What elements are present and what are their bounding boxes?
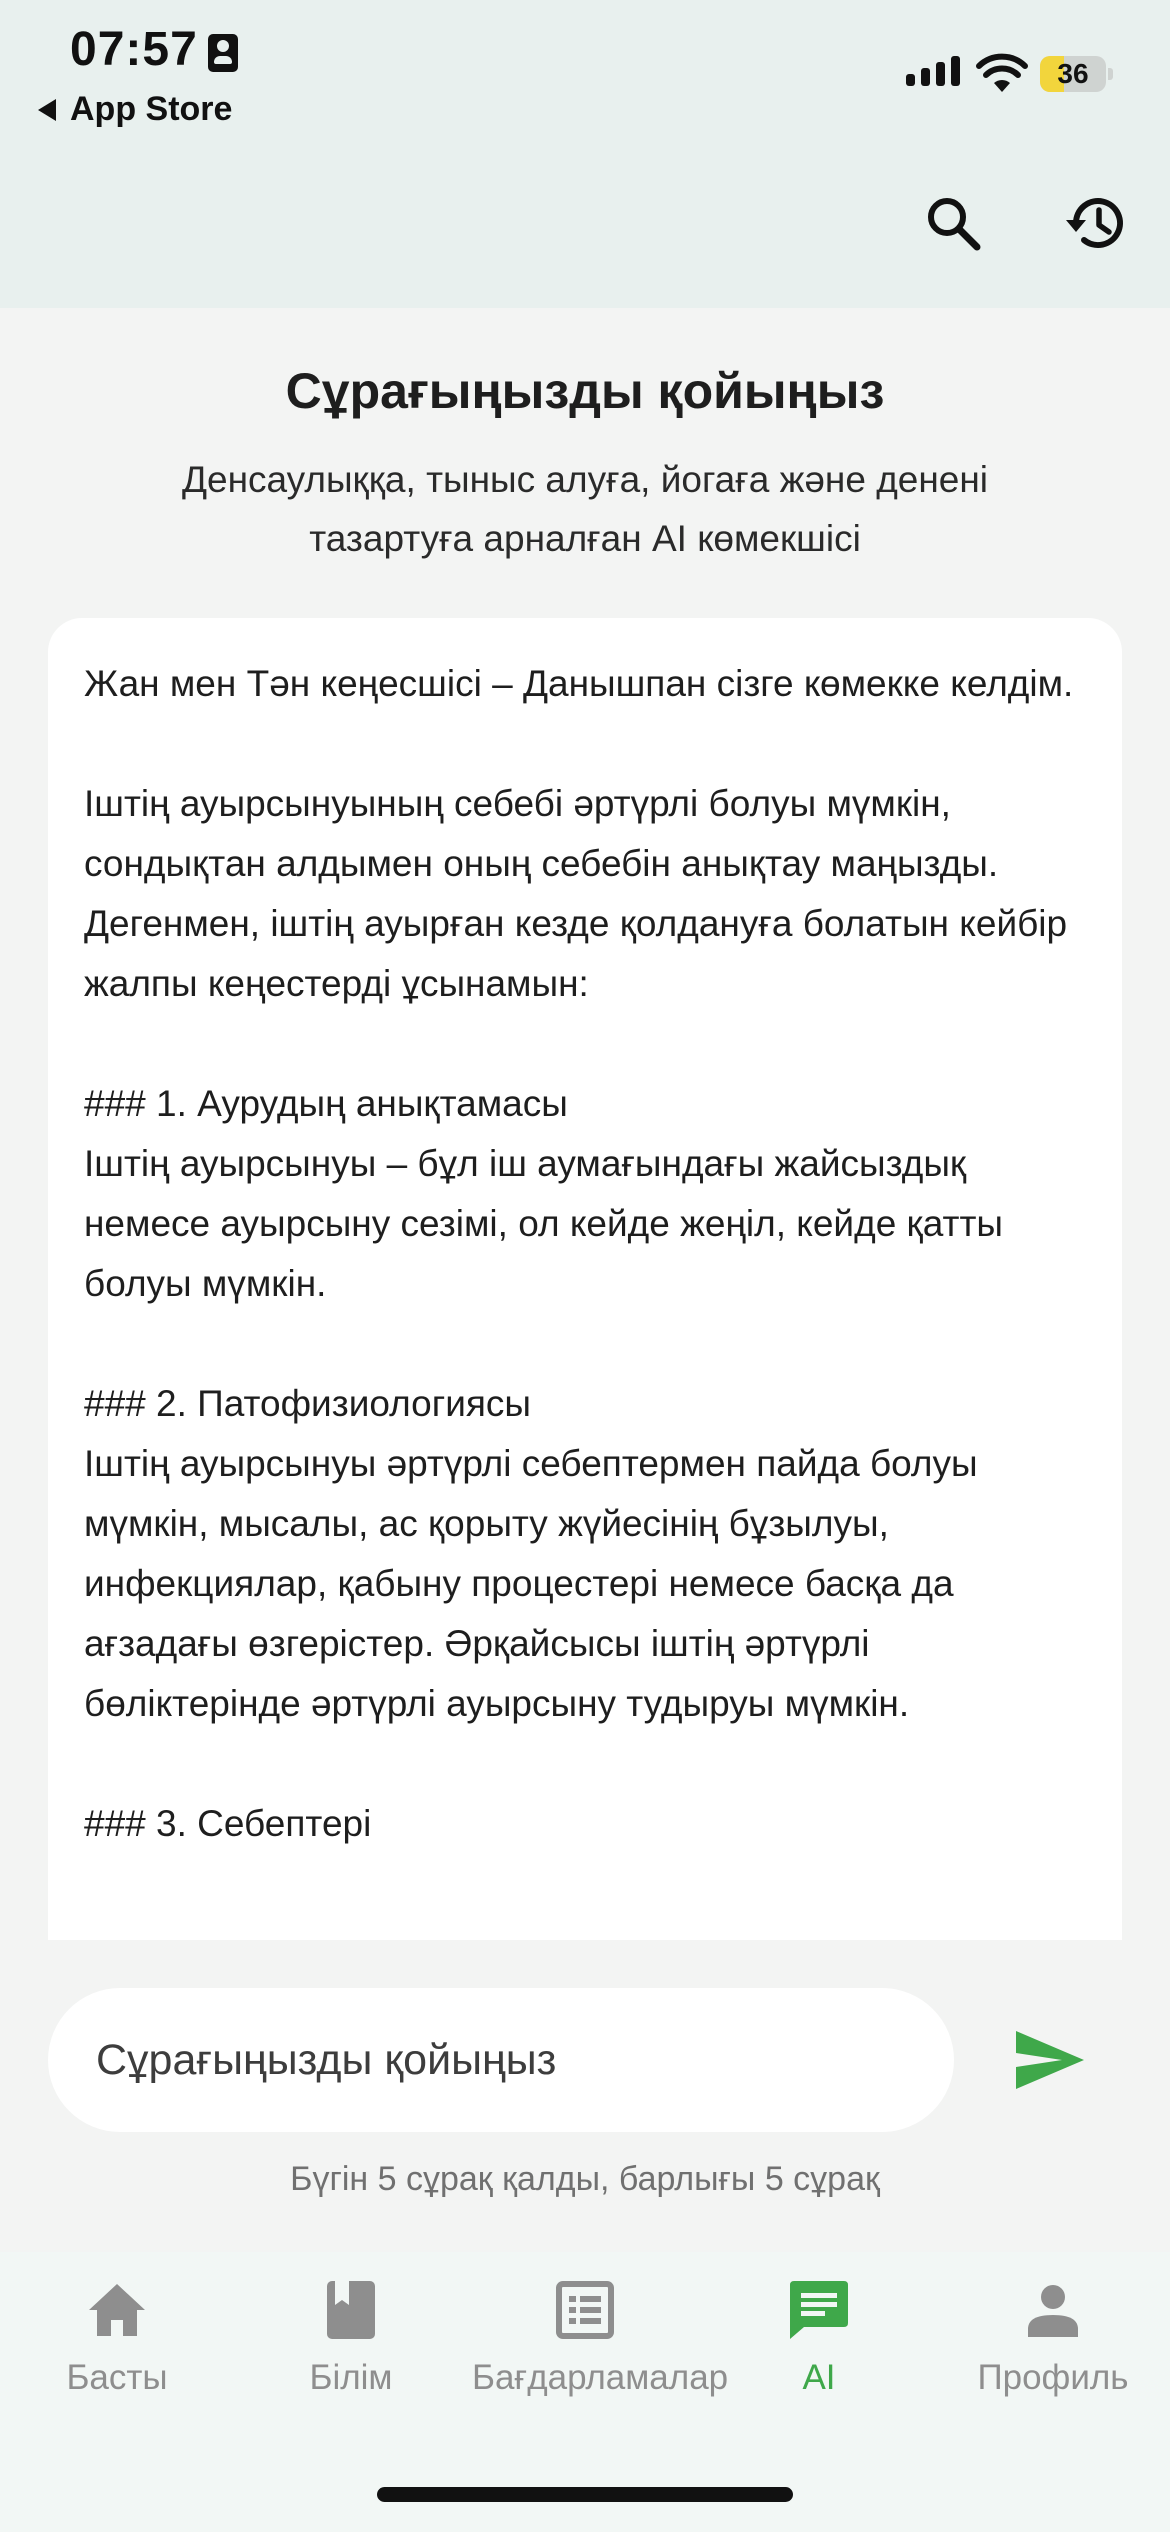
contact-card-icon <box>208 34 238 72</box>
tab-knowledge-label: Білім <box>309 2358 393 2397</box>
question-quota-text: Бүгін 5 сұрақ қалды, барлығы 5 сұрақ <box>290 2160 880 2198</box>
top-header <box>0 0 1170 308</box>
back-arrow-icon <box>38 99 56 121</box>
back-label: App Store <box>70 90 233 128</box>
battery-indicator <box>1040 56 1114 92</box>
tab-profile[interactable] <box>936 2274 1170 2424</box>
tab-ai-label: AI <box>802 2358 836 2397</box>
send-icon <box>1014 2029 1086 2091</box>
tab-programs-label: Бағдарламалар <box>472 2358 729 2397</box>
tab-knowledge[interactable] <box>234 2274 468 2424</box>
history-icon <box>1064 190 1130 256</box>
tab-ai[interactable] <box>702 2274 936 2424</box>
tab-profile-label: Профиль <box>977 2358 1129 2397</box>
send-button[interactable] <box>1010 2022 1090 2098</box>
tab-programs[interactable] <box>468 2274 729 2424</box>
question-input[interactable] <box>96 2036 896 2085</box>
page-subtitle: Денсаулыққа, тыныс алуға, йогаға және денені тазартуға арналған AI көмекшісі <box>181 459 989 559</box>
ai-answer-text: Жан мен Тән кеңесшісі – Данышпан сізге көмекке келдім. Іштің ауырсынуының себебі әртүрлі болуы мүмкін, сондықтан алдымен оның себебін анықтау маңызды. Дегенмен, іштің ауырған кезде қолдануға болатын кейбір жалпы кеңестерді ұсынамын: ### 1. Аурудың анықтамасы Іштің ауырсынуы – бұл іш аумағындағы жайсыздық немесе ауырсыну сезімі, ол кейде жеңіл, кейде қатты болуы мүмкін. ### 2. Патофизиологиясы Іштің ауырсынуы әртүрлі себептермен пайда болуы мүмкін, мысалы, ас қорыту жүйесінің бұзылуы, инфекциялар, қабыну процестері немесе басқа да ағзадағы өзгерістер. Әрқайсысы іштің әртүрлі бөліктерінде әртүрлі ауырсыну тудыруы мүмкін. ### 3. Себептері <box>84 663 1074 1844</box>
chat-icon <box>788 2279 850 2341</box>
history-button[interactable] <box>1062 188 1132 258</box>
book-icon <box>325 2279 377 2341</box>
person-icon <box>1026 2283 1080 2337</box>
home-icon <box>87 2282 147 2338</box>
search-icon <box>923 193 983 253</box>
ai-answer-card[interactable] <box>48 618 1122 1940</box>
tab-home-label: Басты <box>66 2358 168 2397</box>
battery-level: 36 <box>1057 58 1089 89</box>
cellular-signal-icon <box>906 56 960 86</box>
search-button[interactable] <box>918 188 988 258</box>
tab-home[interactable] <box>0 2274 234 2424</box>
page-title: Сұрағыңызды қойыңыз <box>285 363 885 419</box>
question-input-container[interactable] <box>48 1988 954 2132</box>
status-time: 07:57 <box>70 23 198 76</box>
home-indicator <box>377 2487 793 2502</box>
list-icon <box>556 2281 614 2339</box>
wifi-icon <box>976 52 1028 92</box>
back-to-app-store-button[interactable] <box>38 90 232 129</box>
